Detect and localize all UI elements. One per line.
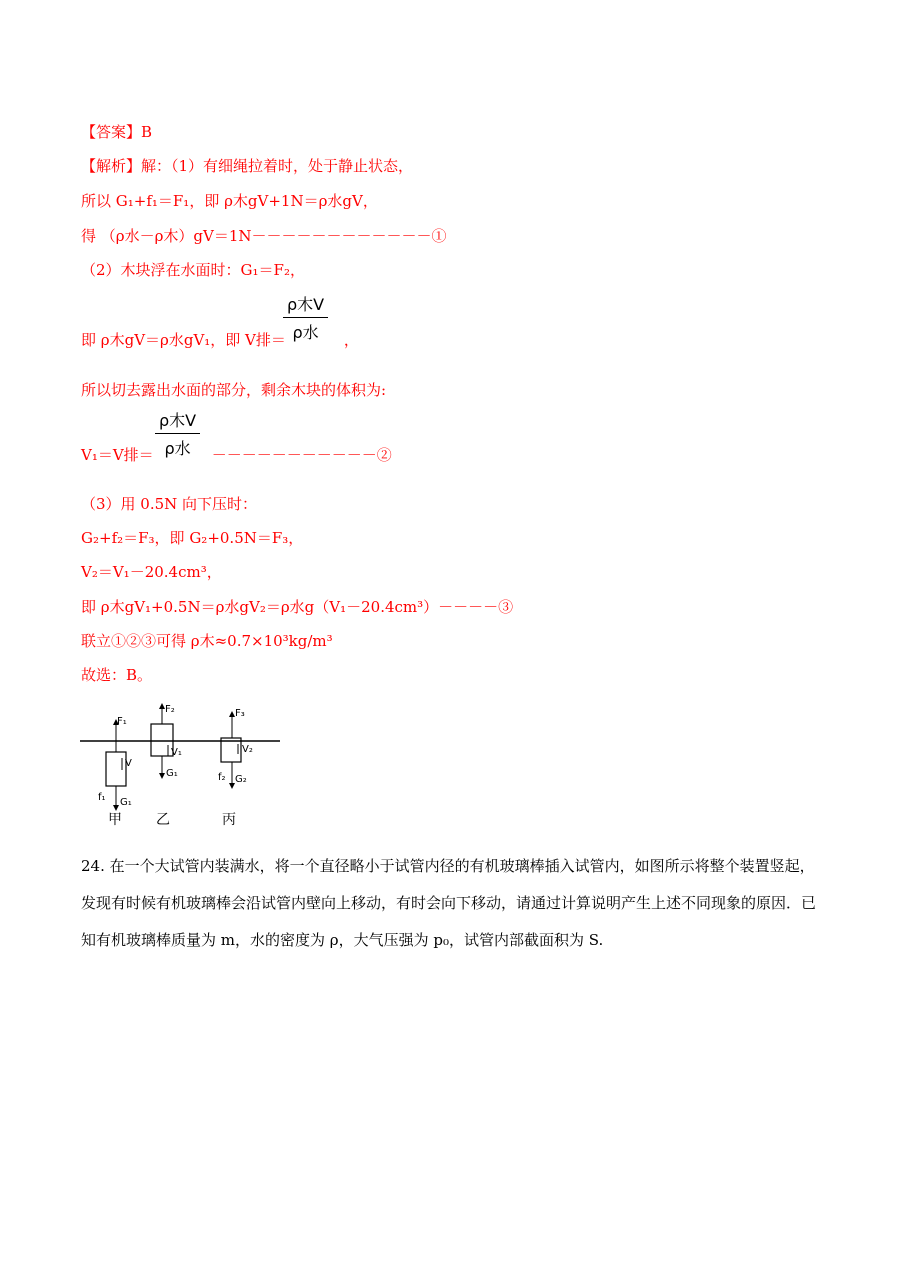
analysis-line-8: （3）用 0.5N 向下压时： [81,495,258,513]
analysis-line-7: V₁＝V排＝ －－－－－－－－－－－② [81,446,392,464]
label-f2-small: f₂ [218,772,226,783]
analysis-line-3: 得 （ρ水－ρ木）gV＝1N－－－－－－－－－－－－① [81,227,447,245]
analysis-label: 【解析】 [81,157,142,175]
fraction-numerator: ρ木V [283,292,328,318]
force-diagram [80,700,290,830]
analysis-line-2: 所以 G₁+f₁＝F₁，即 ρ木gV+1N＝ρ水gV， [81,192,378,210]
label-bing: 丙 [222,812,236,828]
analysis-line-10: V₂＝V₁－20.4cm³， [81,563,222,581]
label-v1: V₁ [171,747,182,758]
analysis-line-11: 即 ρ木gV₁+0.5N＝ρ水gV₂＝ρ水g（V₁－20.4cm³）－－－－③ [81,598,514,616]
label-g2: G₂ [235,774,247,785]
label-f1-small: f₁ [98,792,106,803]
analysis-line-1: 【解析】解：（1）有细绳拉着时，处于静止状态， [81,157,414,175]
label-jia: 甲 [108,812,122,828]
answer-label: 【答案】 [81,123,142,141]
label-g1-yi: G₁ [166,768,178,779]
answer-value: B [141,123,153,141]
answer-line [81,122,152,142]
fraction-denominator: ρ水 [164,439,191,458]
block-yi [151,724,173,756]
label-f2: F₂ [165,704,175,715]
fraction-denominator: ρ水 [292,323,319,342]
question-24 [81,848,821,959]
label-g1-jia: G₁ [120,797,132,808]
fraction-numerator: ρ木V [155,408,200,434]
question-number: 24. [81,857,105,875]
analysis-line-12: 联立①②③可得 ρ木≈0.7×10³kg/m³ [81,632,333,650]
label-v2: V₂ [242,744,253,755]
question-text: 在一个大试管内装满水，将一个直径略小于试管内径的有机玻璃棒插入试管内，如图所示将整个装置竖起，发现有时候有机玻璃棒会沿试管内壁向上移动，有时会向下移动，请通过计算说明产生上述不同现象的原因．已知有机玻璃棒质量为 m，水的密度为 ρ，大气压强为 p₀，试管内部截面积为 S. [81,857,817,949]
analysis-line-6: 所以切去露出水面的部分，剩余木块的体积为: [81,381,387,399]
analysis-line-4: （2）木块浮在水面时：G₁＝F₂， [81,261,305,279]
analysis-line-5: 即 ρ木gV＝ρ水gV₁，即 V排＝ ， [81,331,359,349]
block-jia [106,752,126,786]
label-f3: F₃ [235,708,245,719]
analysis-line-9: G₂+f₂＝F₃，即 G₂+0.5N＝F₃， [81,529,304,547]
analysis-line-13: 故选：B。 [81,666,153,684]
label-v: V [125,758,132,769]
label-f1: F₁ [117,716,127,727]
label-yi: 乙 [156,812,170,828]
